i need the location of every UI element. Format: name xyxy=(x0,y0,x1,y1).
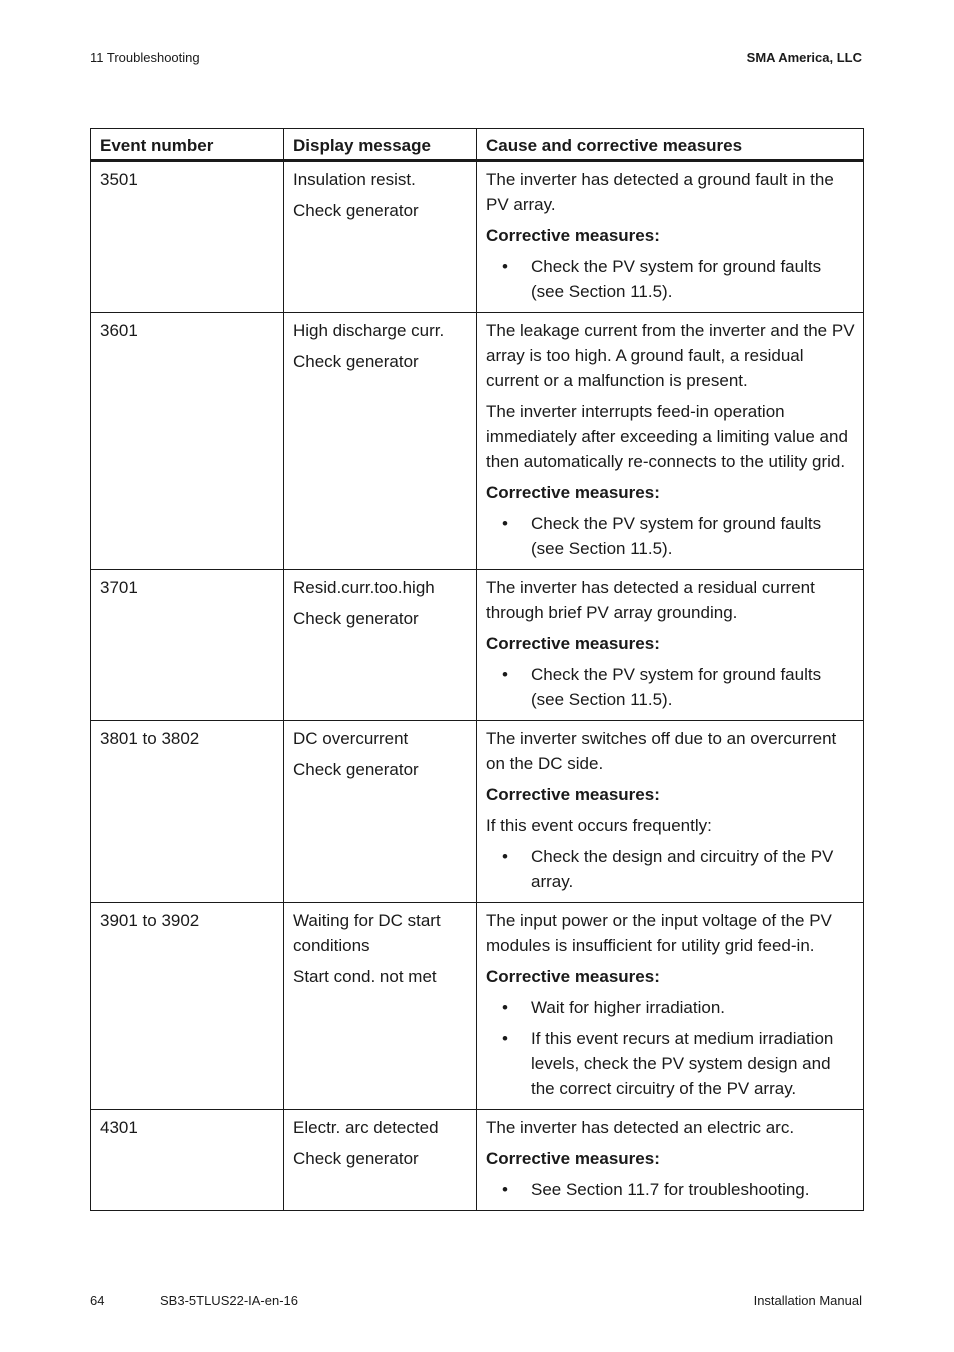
table-header-row xyxy=(91,129,864,161)
event-number-text: 3501 xyxy=(100,170,138,189)
event-table xyxy=(90,128,864,1211)
column-header-message: Display message xyxy=(284,129,477,161)
event-number-text: 4301 xyxy=(100,1118,138,1137)
measure-text: See Section 11.7 for troubleshooting. xyxy=(531,1180,810,1199)
corrective-measures-label: Corrective measures: xyxy=(486,634,660,653)
cause-text: The inverter switches off due to an overcurrent on the DC side. xyxy=(486,729,837,773)
corrective-measures-label: Corrective measures: xyxy=(486,483,660,502)
cause-text: The inverter has detected a ground fault in the PV array. xyxy=(486,170,834,214)
bullet-icon: • xyxy=(502,1180,508,1199)
list-item xyxy=(486,662,855,712)
measure-text: Wait for higher irradiation. xyxy=(531,998,726,1017)
measure-condition: If this event occurs frequently: xyxy=(486,816,712,835)
display-message xyxy=(284,721,477,903)
bullet-icon: • xyxy=(502,998,508,1017)
display-message-line: Check generator xyxy=(293,760,419,779)
measures-list xyxy=(486,511,855,561)
corrective-measures-label: Corrective measures: xyxy=(486,967,660,986)
event-number xyxy=(91,570,284,721)
cause-text: The inverter has detected an electric arc. xyxy=(486,1118,795,1137)
list-item xyxy=(486,844,855,894)
display-message-line: Check generator xyxy=(293,201,419,220)
footer-doc-title: Installation Manual xyxy=(753,1293,862,1308)
event-number-text: 3801 to 3802 xyxy=(100,729,200,748)
cause-and-measures xyxy=(477,570,864,721)
event-number xyxy=(91,313,284,570)
list-item xyxy=(486,995,855,1020)
table-row xyxy=(91,721,864,903)
measures-list xyxy=(486,254,855,304)
cause-text: The leakage current from the inverter and the PV array is too high. A ground fault, a residual current or a malfunction is present. xyxy=(486,321,855,390)
cause-and-measures xyxy=(477,161,864,313)
event-number xyxy=(91,1110,284,1211)
cause-and-measures xyxy=(477,313,864,570)
column-header-cause: Cause and corrective measures xyxy=(477,129,864,161)
display-message-line: High discharge curr. xyxy=(293,321,445,340)
cause-text: The input power or the input voltage of the PV modules is insufficient for utility grid feed-in. xyxy=(486,911,832,955)
cause-and-measures xyxy=(477,903,864,1110)
event-number-text: 3701 xyxy=(100,578,138,597)
cause-text: The inverter interrupts feed-in operation immediately after exceeding a limiting value and then automatically re-connects to the utility grid. xyxy=(486,402,848,471)
display-message xyxy=(284,161,477,313)
corrective-measures-label: Corrective measures: xyxy=(486,1149,660,1168)
display-message-line: DC overcurrent xyxy=(293,729,409,748)
table-row xyxy=(91,570,864,721)
measure-text: Check the PV system for ground faults (see Section 11.5). xyxy=(531,257,822,301)
measure-text: Check the design and circuitry of the PV array. xyxy=(531,847,834,891)
display-message xyxy=(284,1110,477,1211)
measures-list xyxy=(486,1177,855,1202)
display-message-line: Insulation resist. xyxy=(293,170,416,189)
corrective-measures-label: Corrective measures: xyxy=(486,226,660,245)
display-message xyxy=(284,570,477,721)
bullet-icon: • xyxy=(502,665,508,684)
cause-and-measures xyxy=(477,1110,864,1211)
display-message-line: Check generator xyxy=(293,1149,419,1168)
display-message xyxy=(284,313,477,570)
list-item xyxy=(486,1177,855,1202)
bullet-icon: • xyxy=(502,257,508,276)
measure-text: Check the PV system for ground faults (see Section 11.5). xyxy=(531,514,822,558)
event-number xyxy=(91,721,284,903)
header-company: SMA America, LLC xyxy=(746,50,862,65)
measure-text: If this event recurs at medium irradiation levels, check the PV system design and the correct circuitry of the PV array. xyxy=(531,1029,834,1098)
list-item xyxy=(486,511,855,561)
measures-list xyxy=(486,844,855,894)
table-row xyxy=(91,313,864,570)
measure-text: Check the PV system for ground faults (see Section 11.5). xyxy=(531,665,822,709)
cause-and-measures xyxy=(477,721,864,903)
footer-page-number: 64 xyxy=(90,1293,105,1308)
display-message-line: Check generator xyxy=(293,352,419,371)
column-header-event: Event number xyxy=(91,129,284,161)
cause-text: The inverter has detected a residual current through brief PV array grounding. xyxy=(486,578,815,622)
measures-list xyxy=(486,995,855,1101)
list-item xyxy=(486,1026,855,1101)
event-number-text: 3601 xyxy=(100,321,138,340)
display-message-line: Electr. arc detected xyxy=(293,1118,439,1137)
footer-doc-code: SB3-5TLUS22-IA-en-16 xyxy=(160,1293,299,1308)
display-message-line: Start cond. not met xyxy=(293,967,437,986)
bullet-icon: • xyxy=(502,1029,508,1048)
event-number xyxy=(91,903,284,1110)
measures-list xyxy=(486,662,855,712)
table-row xyxy=(91,1110,864,1211)
display-message-line: Waiting for DC start conditions xyxy=(293,911,441,955)
display-message-line: Check generator xyxy=(293,609,419,628)
event-number-text: 3901 to 3902 xyxy=(100,911,200,930)
header-section: 11 Troubleshooting xyxy=(90,50,200,65)
display-message xyxy=(284,903,477,1110)
corrective-measures-label: Corrective measures: xyxy=(486,785,660,804)
display-message-line: Resid.curr.too.high xyxy=(293,578,435,597)
event-number xyxy=(91,161,284,313)
list-item xyxy=(486,254,855,304)
bullet-icon: • xyxy=(502,847,508,866)
table-row xyxy=(91,161,864,313)
table-row xyxy=(91,903,864,1110)
bullet-icon: • xyxy=(502,514,508,533)
